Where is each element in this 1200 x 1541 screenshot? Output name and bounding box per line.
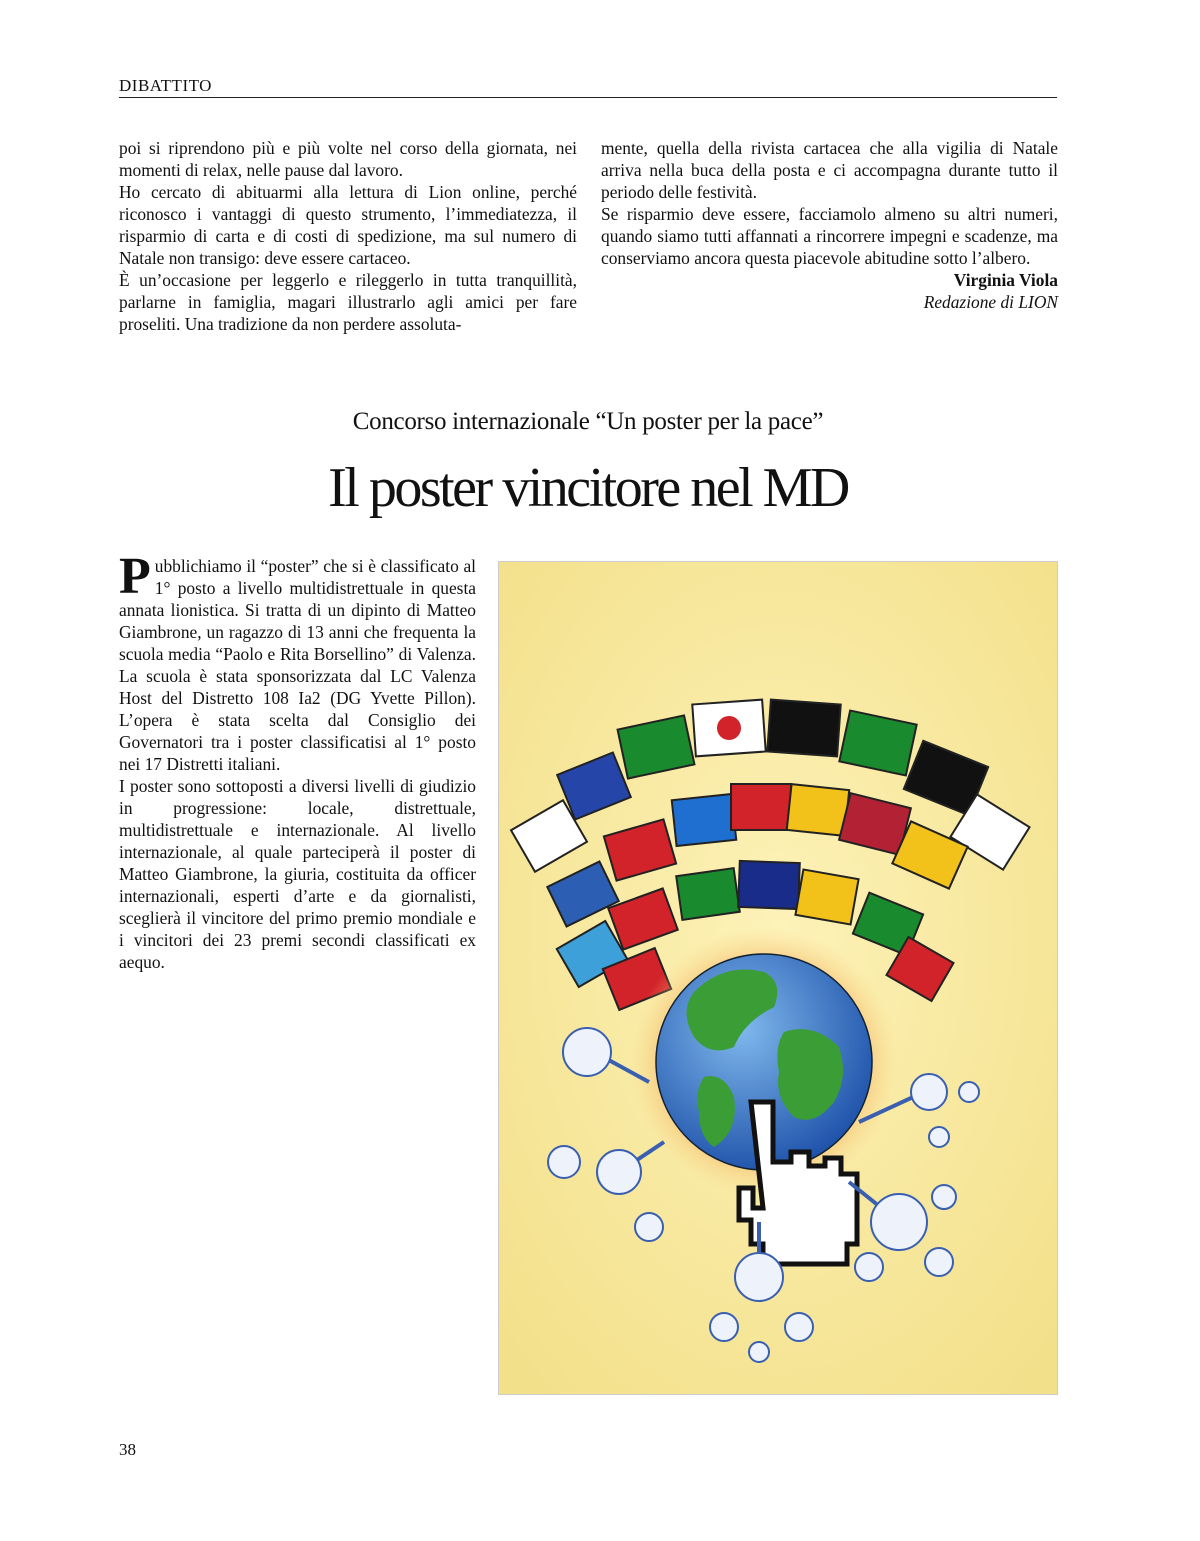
drop-cap: P: [119, 548, 151, 605]
article1-left-column: [119, 137, 577, 335]
header-rule: [119, 97, 1057, 98]
section-label: DIBATTITO: [119, 76, 212, 95]
article1-paragraph: Ho cercato di abituarmi alla lettura di Lion online, perché riconosco i vantaggi di questo strumento, l’immediatezza, il risparmio di carta e di costi di spedizione, ma sul numero di Natale non transigo: deve essere cartaceo.: [119, 182, 577, 268]
article2-paragraph: I poster sono sottoposti a diversi livelli di giudizio in progressione: locale, distrettuale, multidistrettuale e internazionale. Al livello internazionale, al quale parteciperà il poster di Matteo Giambrone, la giuria, costituita da officer internazionali, esperti d’arte e da giornalisti, sceglierà il vincitore del primo premio mondiale e i vincitori dei 23 premi secondi classificati ex aequo.: [119, 776, 476, 972]
article2-paragraph-text: ubblichiamo il “poster” che si è classificato al 1° posto a livello multidistrettuale in questa annata lionistica. Si tratta di un dipinto di Matteo Giambrone, un ragazzo di 13 anni che frequenta la scuola media “Paolo e Rita Borsellino” di Valenza. La scuola è stata sponsorizzata dal LC Valenza Host del Distretto 108 Ia2 (DG Yvette Pillon). L’opera è stata scelta dal Consiglio dei Governatori tra i poster classificatisi al 1° posto nei 17 Distretti italiani.: [119, 556, 476, 774]
article1-right-column: [601, 137, 1058, 313]
page-number: 38: [119, 1440, 136, 1459]
author-organization: Redazione di LION: [923, 292, 1058, 312]
article1-paragraph: mente, quella della rivista cartacea che alla vigilia di Natale arriva nella buca della posta e ci accompagna durante tutto il periodo delle festività.: [601, 138, 1058, 202]
article2-body: [119, 548, 476, 973]
article1-paragraph: poi si riprendono più e più volte nel corso della giornata, nei momenti di relax, nelle pause dal lavoro.: [119, 138, 577, 180]
article1-paragraph: È un’occasione per leggerlo e rileggerlo in tutta tranquillità, parlarne in famiglia, magari illustrarlo agli amici per fare proseliti. Una tradizione da non perdere assoluta-: [119, 270, 577, 334]
article-kicker: Concorso internazionale “Un poster per la pace”: [352, 408, 824, 435]
poster-image: [498, 561, 1058, 1395]
author-name: Virginia Viola: [953, 270, 1058, 290]
article2-paragraph: [119, 548, 476, 775]
article-headline: Il poster vincitore nel MD: [328, 457, 848, 519]
article1-paragraph: Se risparmio deve essere, facciamolo almeno su altri numeri, quando siamo tutti affannati a rincorrere impegni e scadenze, ma conserviamo ancora questa piacevole abitudine sotto l’albero.: [601, 204, 1058, 268]
